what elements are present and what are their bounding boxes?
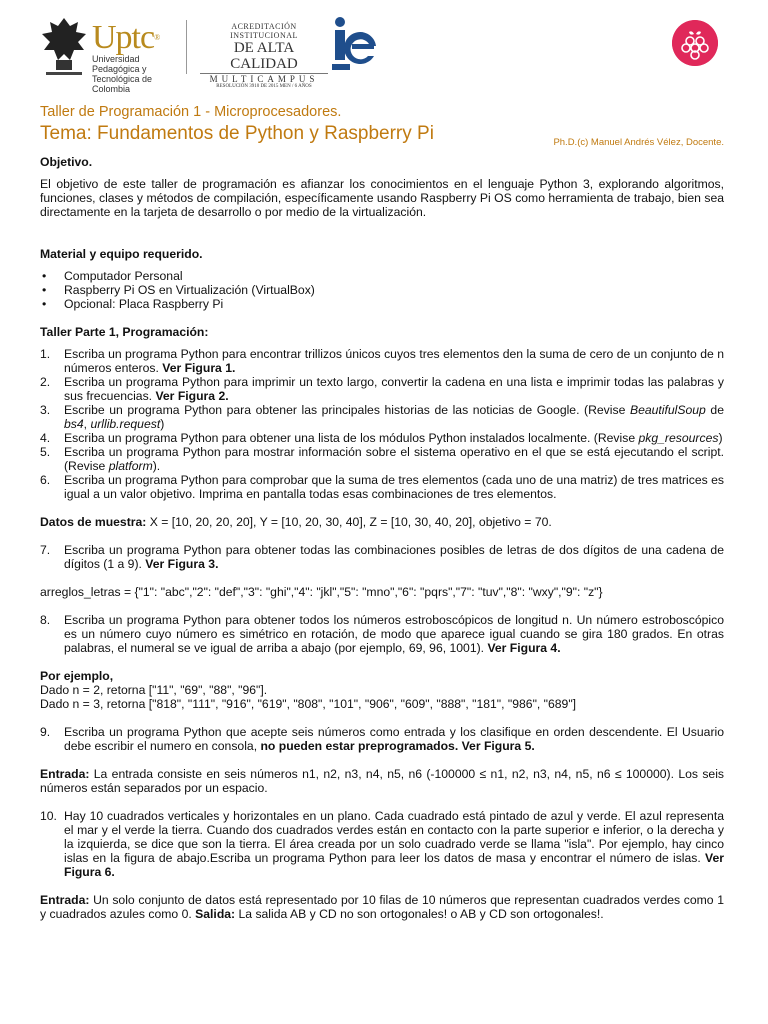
task-number: 2. — [40, 375, 51, 389]
task-list-9 — [40, 725, 724, 753]
author-name: Ph.D.(c) Manuel Andrés Vélez, Docente. — [553, 137, 724, 148]
ie-logo-icon — [330, 16, 380, 72]
code-ref: pkg_resources — [638, 431, 719, 445]
sample-data-text: X = [10, 20, 20, 20], Y = [10, 20, 30, 40], Z = [10, 30, 40, 20], objetivo = 70. — [146, 515, 552, 529]
task-item-4 — [40, 431, 724, 445]
task-item-2 — [40, 375, 724, 403]
task-number: 5. — [40, 445, 51, 459]
task-list — [40, 347, 724, 501]
accreditation-line1: ACREDITACIÓN INSTITUCIONAL — [230, 22, 298, 40]
task-text: ). — [152, 459, 161, 473]
input-label: Entrada: — [40, 767, 90, 781]
input-label: Entrada: — [40, 893, 90, 907]
task-text: Hay 10 cuadrados verticales y horizontales en un plano. Cada cuadrado está pintado de azul y verde. El azul representa el mar y el verde la tierra. Cuando dos cuadrados verdes están en contacto con la parte superior e inferior, o la derecha y la izquierda, se dice que son la tierra. El área creada por un solo cuadrado verde se llama "isla". Por ejemplo, hay cinco islas en la figura de abajo.Escriba un programa Python para leer los datos de masa y encontrar el número de islas. — [64, 809, 724, 865]
task-text: Escriba un programa Python que acepte seis números como entrada y los clasifique en orden descendente. El Usuario debe escribir el numero en consola, — [64, 725, 724, 753]
task-list-7 — [40, 543, 724, 571]
task-text: Escriba un programa Python para comprobar que la suma de tres elementos (cada uno de una matriz) de tres matrices es igual a un valor objetivo. Imprima en pantalla todas esas combinaciones de tres elementos. — [64, 473, 724, 501]
sample-data-label: Datos de muestra: — [40, 515, 147, 529]
topic-row — [40, 123, 724, 151]
uptc-registered-mark: ® — [154, 33, 160, 42]
task-item-10 — [40, 809, 724, 879]
raspberry-pi-icon — [672, 20, 718, 66]
task-text: ) — [160, 417, 165, 431]
output-label: Salida: — [195, 907, 236, 921]
workshop-title: Taller de Programación 1 - Microprocesadores. — [40, 104, 342, 120]
code-ref: BeautifulSoup — [629, 403, 706, 417]
task-item-6 — [40, 473, 724, 501]
input-description — [40, 767, 724, 795]
task-list-10 — [40, 809, 724, 879]
list-item: • Computador Personal — [40, 269, 724, 283]
input-output-description — [40, 893, 724, 921]
task-text: Escriba un programa Python para obtener todas las combinaciones posibles de letras de dos dígitos de una cadena de dígitos (1 a 9). — [64, 543, 724, 571]
part1-heading: Taller Parte 1, Programación: — [40, 325, 209, 339]
figure-ref: Ver Figura 6. — [64, 851, 724, 879]
figure-ref: Ver Figura 2. — [155, 389, 229, 403]
task-list-8 — [40, 613, 724, 655]
sample-data — [40, 515, 724, 529]
task-text: Escriba un programa Python para mostrar información sobre el sistema operativo en el que se está ejecutando el script. (Revise — [64, 445, 724, 473]
output-text: La salida AB y CD no son ortogonales! o AB y CD son ortogonales!. — [235, 907, 604, 921]
task-item-8 — [40, 613, 724, 655]
page-header — [0, 0, 768, 94]
figure-ref: Ver Figura 3. — [145, 557, 219, 571]
task-text: Escriba un programa Python para imprimir un texto largo, convertir la cadena en una lista e imprimir todas las palabras y sus frecuencias. — [64, 375, 724, 403]
topic-title: Tema: Fundamentos de Python y Raspberry Pi — [40, 123, 434, 144]
accreditation-seal — [200, 22, 328, 89]
task-number: 1. — [40, 347, 51, 361]
code-ref: urllib.request — [90, 417, 161, 431]
letters-dict: arreglos_letras = {"1": "abc","2": "def","3": "ghi","4": "jkl","5": "mno","6": "pqrs","7": "tuv","8": "wxy","9": "z"} — [40, 585, 603, 599]
uptc-subtitle: Universidad Pedagógica y Tecnológica de Colombia — [92, 54, 153, 94]
task-text: ) — [718, 431, 723, 445]
objective-text: El objetivo de este taller de programación es afianzar los conocimientos en el lenguaje Python 3, explorando algoritmos, funciones, clases y métodos de compilación, específicamente usando Raspberry Pi OS como herramienta de trabajo, bien sea directamente en la tarjeta de desarrollo o por medio de la virtualización. — [40, 177, 724, 219]
university-crest-icon — [40, 14, 88, 78]
accreditation-line2: DE ALTA CALIDAD — [200, 40, 328, 74]
task-item-1 — [40, 347, 724, 375]
uptc-logo — [92, 19, 182, 94]
list-item: • Opcional: Placa Raspberry Pi — [40, 297, 724, 311]
task-item-7 — [40, 543, 724, 571]
task-item-5 — [40, 445, 724, 473]
objective-heading: Objetivo. — [40, 155, 93, 169]
figure-ref: Ver Figura 1. — [162, 361, 236, 375]
task-bold-text: no pueden estar preprogramados. Ver Figura 5. — [260, 739, 535, 753]
materials-heading: Material y equipo requerido. — [40, 247, 203, 261]
input-text: La entrada consiste en seis números n1, n2, n3, n4, n5, n6 (-100000 ≤ n1, n2, n3, n4, n5, n6 ≤ 100000). Los seis números están separados por un espacio. — [40, 767, 724, 795]
code-ref: platform — [108, 459, 153, 473]
uptc-logo-text: Uptc — [92, 19, 155, 56]
task-item-9 — [40, 725, 724, 753]
document-body — [40, 105, 724, 921]
task-text: Escriba un programa Python para obtener una lista de los módulos Python instalados localmente. (Revise — [64, 431, 639, 445]
example-line-1: Dado n = 2, retorna ["11", "69", "88", "96"]. — [40, 683, 268, 697]
task-number: 8. — [40, 613, 51, 627]
code-ref: bs4 — [64, 417, 84, 431]
materials-list — [40, 269, 724, 311]
task-number: 4. — [40, 431, 51, 445]
task-number: 9. — [40, 725, 51, 739]
task-text: Escribe un programa Python para obtener las principales historias de las noticias de Google. (Revise — [64, 403, 630, 417]
input-text: Un solo conjunto de datos está representado por 10 filas de 10 números que representan cuadrados verdes como 1 y cuadrados azules como 0. — [40, 893, 724, 921]
figure-ref: Ver Figura 4. — [487, 641, 561, 655]
accreditation-line3: MULTICAMPUS — [209, 74, 319, 84]
task-number: 7. — [40, 543, 51, 557]
task-text: de — [705, 403, 724, 417]
task-text: Escriba un programa Python para obtener todos los números estroboscópicos de longitud n. Un número estroboscópico es un número cuyo número es simétrico en rotación, de modo que aparece igual cuando se gira 180 grados. En otras palabras, el numeral se ve igual de arriba a abajo (por ejemplo, 69, 96, 1001). — [64, 613, 724, 655]
task-number: 10. — [40, 809, 57, 823]
task-text: Escriba un programa Python para encontrar trillizos únicos cuyos tres elementos den la suma de cero de un conjunto de n números enteros. — [64, 347, 724, 375]
task-number: 3. — [40, 403, 51, 417]
example-line-2: Dado n = 3, retorna ["818", "111", "916", "619", "808", "101", "906", "609", "888", "181", "986", "689"] — [40, 697, 577, 711]
list-item: • Raspberry Pi OS en Virtualización (VirtualBox) — [40, 283, 724, 297]
header-divider — [186, 20, 187, 74]
accreditation-line4: RESOLUCIÓN 3910 DE 2015 MEN / 6 AÑOS — [216, 84, 312, 89]
task-text: , — [83, 417, 91, 431]
task-number: 6. — [40, 473, 51, 487]
example-heading: Por ejemplo, — [40, 669, 114, 683]
task-item-3 — [40, 403, 724, 431]
